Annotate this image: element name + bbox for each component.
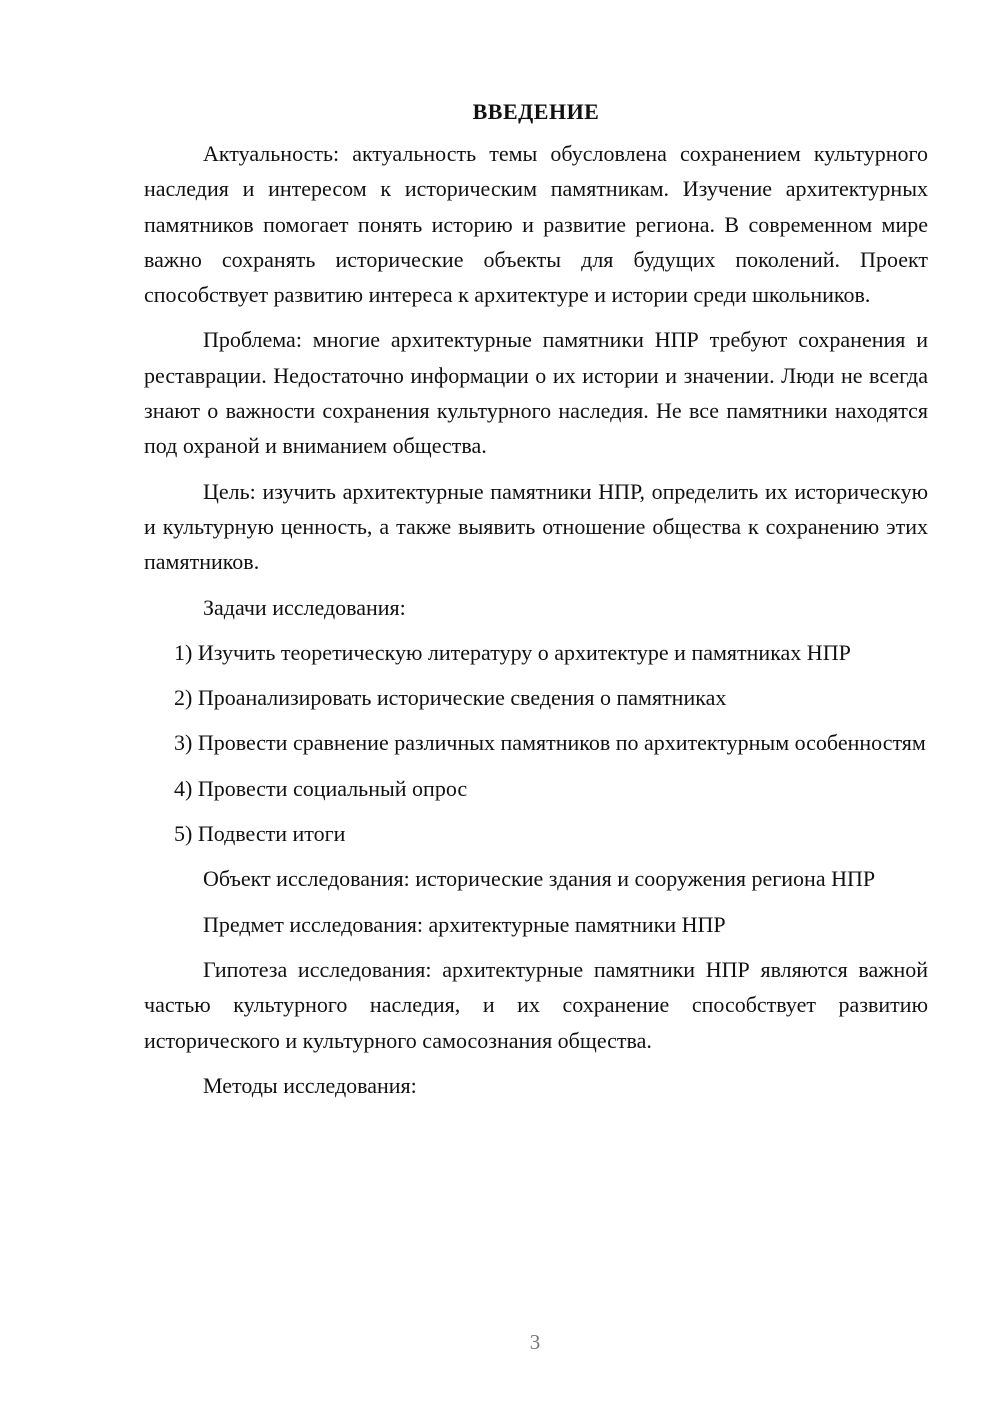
problem-paragraph: Проблема: многие архитектурные памятники НПР требуют сохранения и реставрации. Недостаточно информации о их истории и значении. Люди не всегда знают о важности сохранения культурного наследия. Не все памятники находятся под охраной и вниманием общества. <box>144 327 928 459</box>
task-item-4: 4) Провести социальный опрос <box>174 775 468 801</box>
hypothesis-paragraph: Гипотеза исследования: архитектурные памятники НПР являются важной частью культурного наследия, и их сохранение способствует развитию исторического и культурного самосознания общества. <box>144 956 928 1053</box>
tasks-heading: Задачи исследования: <box>203 594 406 620</box>
relevance-paragraph: Актуальность: актуальность темы обусловлена сохранением культурного наследия и интересом к историческим памятникам. Изучение архитектурных памятников помогает понять историю и развитие региона. В современном мире важно сохранять исторические объекты для будущих поколений. Проект способствует развитию интереса к архитектуре и истории среди школьников. <box>144 141 928 308</box>
goal-paragraph: Цель: изучить архитектурные памятники НПР, определить их историческую и культурную ценность, а также выявить отношение общества к сохранению этих памятников. <box>144 478 928 575</box>
page-number: 3 <box>529 1330 541 1354</box>
methods-heading: Методы исследования: <box>203 1072 417 1098</box>
page-content <box>144 96 928 1113</box>
task-item-1: 1) Изучить теоретическую литературу о архитектуре и памятниках НПР <box>174 639 851 665</box>
subject-paragraph: Предмет исследования: архитектурные памятники НПР <box>203 911 726 937</box>
object-paragraph: Объект исследования: исторические здания и сооружения региона НПР <box>203 866 876 892</box>
task-item-3: 3) Провести сравнение различных памятников по архитектурным особенностям <box>174 730 926 756</box>
task-item-5: 5) Подвести итоги <box>174 821 346 847</box>
page-title: ВВЕДЕНИЕ <box>472 99 600 124</box>
tasks-list <box>144 635 928 851</box>
task-item-2: 2) Проанализировать исторические сведения о памятниках <box>174 685 727 711</box>
